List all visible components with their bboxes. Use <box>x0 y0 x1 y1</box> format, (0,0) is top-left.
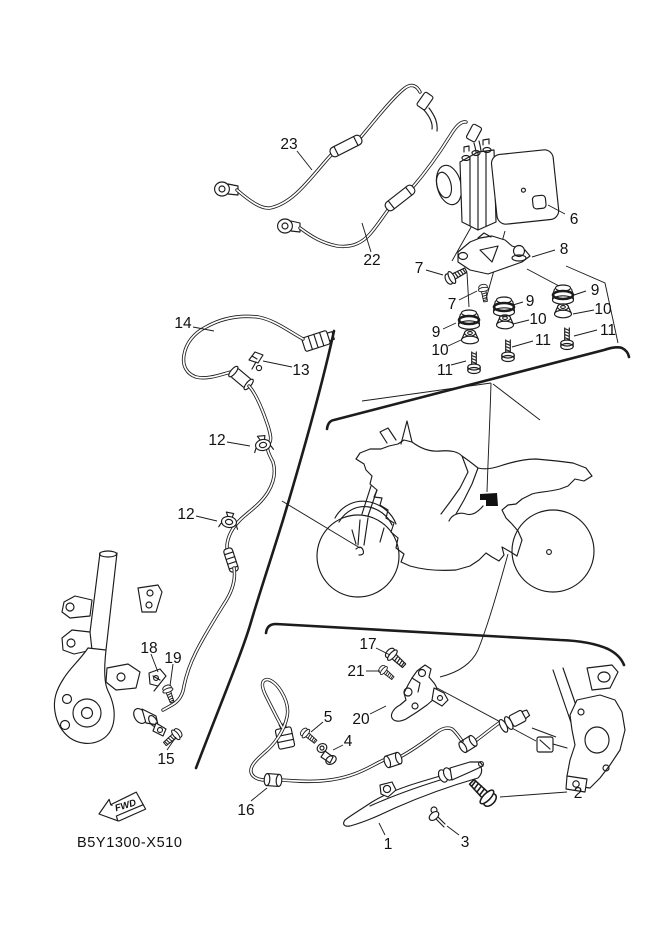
leader-line <box>263 361 292 367</box>
leader-line <box>451 361 466 365</box>
part-label-10[interactable]: 10 <box>594 301 612 318</box>
leader-line <box>500 792 567 797</box>
part-label-22[interactable]: 22 <box>363 252 381 269</box>
leader-line <box>379 823 385 835</box>
leader-line <box>370 706 386 714</box>
part-label-12[interactable]: 12 <box>177 506 195 523</box>
part-label-7[interactable]: 7 <box>447 296 457 313</box>
part-label-3[interactable]: 3 <box>460 834 470 851</box>
abs-ecu-cover <box>491 149 560 225</box>
front-wheel <box>317 515 399 597</box>
part-label-8[interactable]: 8 <box>559 241 569 258</box>
part-label-2[interactable]: 2 <box>573 785 583 802</box>
hose-fitting <box>416 92 433 111</box>
leader-line <box>251 788 267 801</box>
leader-line <box>362 223 371 252</box>
part-label-6[interactable]: 6 <box>569 211 579 228</box>
pin-3 <box>428 810 445 827</box>
part-label-4[interactable]: 4 <box>343 733 353 750</box>
leader-line <box>196 516 217 521</box>
front-wheel-sensor <box>131 706 166 736</box>
leader-line <box>574 330 597 336</box>
rear-panel-top-edge <box>266 624 624 665</box>
grommet-9 <box>494 297 515 316</box>
rear-sensor-cable-16 <box>251 680 532 787</box>
rear-wheel <box>512 510 594 592</box>
part-label-11[interactable]: 11 <box>534 332 552 349</box>
leader-line <box>513 320 529 324</box>
part-label-14[interactable]: 14 <box>174 315 192 332</box>
banjo-fitting <box>278 219 293 233</box>
bolt-11 <box>468 352 480 374</box>
bolt-7 <box>477 283 490 302</box>
part-label-13[interactable]: 13 <box>292 362 310 379</box>
collar-10 <box>497 315 514 329</box>
leader-line <box>448 340 461 346</box>
part-label-10[interactable]: 10 <box>431 342 449 359</box>
clip-12 <box>219 511 240 529</box>
sensor-protector-1 <box>344 762 500 827</box>
part-label-9[interactable]: 9 <box>431 324 441 341</box>
leader-line <box>574 291 586 295</box>
bolt-11 <box>502 340 514 362</box>
part-label-18[interactable]: 18 <box>140 640 158 657</box>
banjo-fitting <box>215 182 230 196</box>
leader-line <box>311 722 323 732</box>
leader-line <box>447 826 459 835</box>
bolt-7 <box>443 264 469 286</box>
part-label-5[interactable]: 5 <box>323 709 333 726</box>
leader-line <box>297 151 312 170</box>
bolt-11 <box>561 328 573 350</box>
part-label-7[interactable]: 7 <box>414 260 424 277</box>
clamp-13 <box>249 352 263 371</box>
leader-line <box>170 664 173 686</box>
part-label-17[interactable]: 17 <box>359 636 377 653</box>
leader-line <box>532 250 555 257</box>
part-label-12[interactable]: 12 <box>208 432 226 449</box>
grommet-9 <box>553 285 574 304</box>
part-label-9[interactable]: 9 <box>590 282 600 299</box>
part-label-11[interactable]: 11 <box>436 362 454 379</box>
rear-sensor-bracket-20 <box>299 646 448 766</box>
part-label-10[interactable]: 10 <box>529 311 547 328</box>
leader-line <box>227 442 250 446</box>
divider-line <box>196 331 334 768</box>
leader-line <box>513 302 523 305</box>
mount-hardware <box>459 285 574 374</box>
leader-line <box>512 341 533 347</box>
collar-10 <box>555 304 572 318</box>
leader-line <box>573 310 594 314</box>
bolt-21 <box>377 664 396 682</box>
abs-bracket-8 <box>443 233 530 302</box>
part-label-11[interactable]: 11 <box>599 322 617 339</box>
part-label-1[interactable]: 1 <box>383 836 393 853</box>
hose-fitting <box>466 124 482 143</box>
leader-line <box>426 270 443 275</box>
part-label-21[interactable]: 21 <box>347 663 365 680</box>
bolt-5 <box>299 726 320 746</box>
part-label-16[interactable]: 16 <box>237 802 255 819</box>
motorcycle-silhouette <box>317 421 594 597</box>
fwd-direction-arrow <box>96 790 147 826</box>
diagram-code: B5Y1300-X510 <box>77 835 183 851</box>
part-label-9[interactable]: 9 <box>525 293 535 310</box>
collar-10 <box>462 330 479 344</box>
part-label-23[interactable]: 23 <box>280 136 298 153</box>
part-label-19[interactable]: 19 <box>164 650 182 667</box>
fwd-label: FWD <box>113 797 138 815</box>
part-label-20[interactable]: 20 <box>352 711 370 728</box>
bike-panel-top-edge <box>327 347 629 429</box>
abs-unit <box>433 139 560 230</box>
leader-line <box>333 745 343 750</box>
grommet-9 <box>459 310 480 329</box>
cable-holder-4 <box>316 742 338 766</box>
rear-caliper-bracket <box>537 665 625 792</box>
leader-line <box>443 323 456 329</box>
abs-location-marker <box>480 493 498 506</box>
part-label-15[interactable]: 15 <box>157 751 175 768</box>
